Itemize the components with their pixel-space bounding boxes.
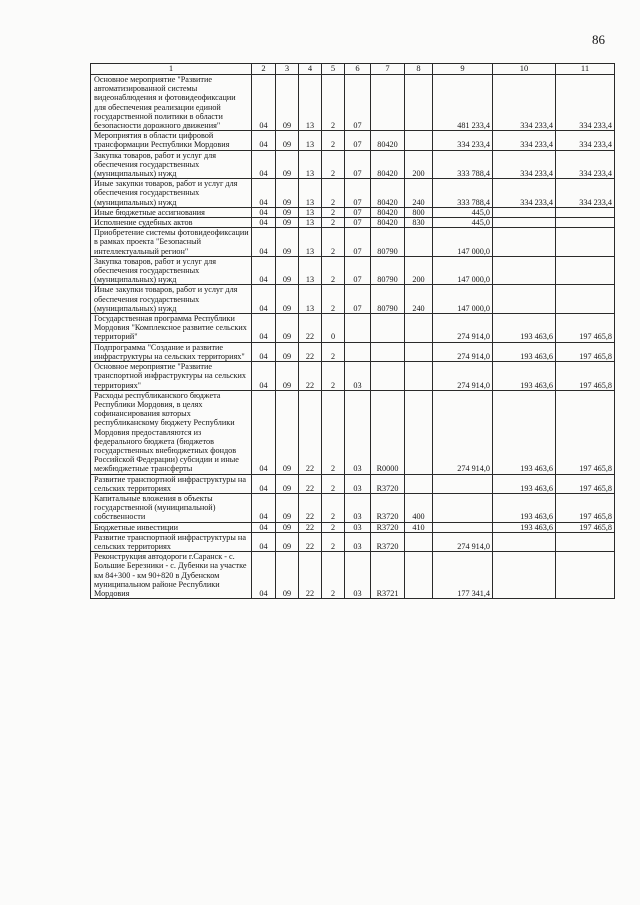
expense-code-cell: 80790 bbox=[371, 256, 405, 285]
amount-2023-cell bbox=[556, 218, 615, 228]
amount-2022-cell: 334 233,4 bbox=[493, 131, 556, 150]
section-code-cell: 04 bbox=[252, 285, 276, 314]
section-code-cell: 04 bbox=[252, 342, 276, 361]
type-code-cell bbox=[405, 342, 433, 361]
table-row bbox=[91, 552, 615, 599]
event-code-cell: 03 bbox=[345, 552, 371, 599]
event-code-cell: 07 bbox=[345, 75, 371, 131]
section-code-cell: 04 bbox=[252, 179, 276, 208]
amount-2022-cell: 193 463,6 bbox=[493, 474, 556, 493]
row-name-cell: Основное мероприятие "Развитие автоматизированной системы видеонаблюдения и фотовидеофиксации для обеспечения реализации единой государственной политики в области безопасности дорожного движения" bbox=[91, 75, 252, 131]
row-name-cell: Капитальные вложения в объекты государственной (муниципальной) собственности bbox=[91, 493, 252, 522]
table-row bbox=[91, 314, 615, 343]
table-header-row bbox=[91, 64, 615, 75]
event-code-cell: 07 bbox=[345, 150, 371, 179]
expense-code-cell bbox=[371, 362, 405, 391]
amount-2022-cell: 334 233,4 bbox=[493, 179, 556, 208]
event-code-cell bbox=[345, 342, 371, 361]
subprogram-code-cell: 2 bbox=[322, 342, 345, 361]
expense-code-cell: R3720 bbox=[371, 522, 405, 532]
program-code-cell: 13 bbox=[299, 218, 322, 228]
program-code-cell: 13 bbox=[299, 285, 322, 314]
amount-2023-cell: 197 465,8 bbox=[556, 362, 615, 391]
program-code-cell: 22 bbox=[299, 342, 322, 361]
subsection-code-cell: 09 bbox=[276, 390, 299, 474]
amount-2023-cell: 334 233,4 bbox=[556, 150, 615, 179]
amount-2022-cell: 193 463,6 bbox=[493, 522, 556, 532]
subprogram-code-cell: 2 bbox=[322, 131, 345, 150]
type-code-cell: 240 bbox=[405, 285, 433, 314]
amount-2021-cell: 177 341,4 bbox=[433, 552, 493, 599]
event-code-cell: 07 bbox=[345, 218, 371, 228]
amount-2021-cell: 445,0 bbox=[433, 207, 493, 217]
header-cell: 4 bbox=[299, 64, 322, 75]
program-code-cell: 22 bbox=[299, 552, 322, 599]
amount-2021-cell: 274 914,0 bbox=[433, 390, 493, 474]
type-code-cell: 240 bbox=[405, 179, 433, 208]
table-row bbox=[91, 522, 615, 532]
expense-code-cell: R3720 bbox=[371, 493, 405, 522]
row-name-cell: Исполнение судебных актов bbox=[91, 218, 252, 228]
event-code-cell: 03 bbox=[345, 362, 371, 391]
subprogram-code-cell: 2 bbox=[322, 207, 345, 217]
amount-2022-cell bbox=[493, 256, 556, 285]
table-row bbox=[91, 179, 615, 208]
page-number: 86 bbox=[592, 32, 605, 47]
event-code-cell: 07 bbox=[345, 285, 371, 314]
table-row bbox=[91, 493, 615, 522]
amount-2022-cell bbox=[493, 207, 556, 217]
expense-code-cell: 80420 bbox=[371, 150, 405, 179]
program-code-cell: 22 bbox=[299, 532, 322, 551]
subprogram-code-cell: 2 bbox=[322, 228, 345, 257]
amount-2023-cell bbox=[556, 207, 615, 217]
amount-2021-cell: 274 914,0 bbox=[433, 532, 493, 551]
program-code-cell: 13 bbox=[299, 228, 322, 257]
subsection-code-cell: 09 bbox=[276, 150, 299, 179]
subprogram-code-cell: 2 bbox=[322, 285, 345, 314]
section-code-cell: 04 bbox=[252, 228, 276, 257]
row-name-cell: Приобретение системы фотовидеофиксации в рамках проекта "Безопасный интеллектуальный регион" bbox=[91, 228, 252, 257]
subsection-code-cell: 09 bbox=[276, 362, 299, 391]
subprogram-code-cell: 2 bbox=[322, 150, 345, 179]
type-code-cell bbox=[405, 552, 433, 599]
row-name-cell: Государственная программа Республики Мордовия "Комплексное развитие сельских территорий" bbox=[91, 314, 252, 343]
amount-2023-cell: 197 465,8 bbox=[556, 474, 615, 493]
type-code-cell bbox=[405, 131, 433, 150]
table-row bbox=[91, 342, 615, 361]
row-name-cell: Бюджетные инвестиции bbox=[91, 522, 252, 532]
program-code-cell: 22 bbox=[299, 314, 322, 343]
event-code-cell: 03 bbox=[345, 474, 371, 493]
subsection-code-cell: 09 bbox=[276, 342, 299, 361]
header-cell: 5 bbox=[322, 64, 345, 75]
subprogram-code-cell: 2 bbox=[322, 256, 345, 285]
program-code-cell: 13 bbox=[299, 179, 322, 208]
table-row bbox=[91, 256, 615, 285]
header-cell: 11 bbox=[556, 64, 615, 75]
subsection-code-cell: 09 bbox=[276, 75, 299, 131]
program-code-cell: 13 bbox=[299, 150, 322, 179]
event-code-cell bbox=[345, 314, 371, 343]
subsection-code-cell: 09 bbox=[276, 532, 299, 551]
amount-2022-cell: 334 233,4 bbox=[493, 150, 556, 179]
amount-2022-cell: 193 463,6 bbox=[493, 342, 556, 361]
table-row bbox=[91, 362, 615, 391]
table-row bbox=[91, 390, 615, 474]
subprogram-code-cell: 2 bbox=[322, 362, 345, 391]
amount-2022-cell: 193 463,6 bbox=[493, 362, 556, 391]
subsection-code-cell: 09 bbox=[276, 522, 299, 532]
amount-2021-cell bbox=[433, 522, 493, 532]
table-row bbox=[91, 474, 615, 493]
subsection-code-cell: 09 bbox=[276, 228, 299, 257]
subprogram-code-cell: 2 bbox=[322, 218, 345, 228]
header-cell: 8 bbox=[405, 64, 433, 75]
type-code-cell: 800 bbox=[405, 207, 433, 217]
subprogram-code-cell: 2 bbox=[322, 390, 345, 474]
amount-2021-cell bbox=[433, 493, 493, 522]
event-code-cell: 07 bbox=[345, 131, 371, 150]
row-name-cell: Закупка товаров, работ и услуг для обеспечения государственных (муниципальных) нужд bbox=[91, 150, 252, 179]
program-code-cell: 13 bbox=[299, 75, 322, 131]
amount-2021-cell: 147 000,0 bbox=[433, 285, 493, 314]
amount-2023-cell bbox=[556, 532, 615, 551]
section-code-cell: 04 bbox=[252, 150, 276, 179]
expense-code-cell: 80790 bbox=[371, 228, 405, 257]
amount-2021-cell: 274 914,0 bbox=[433, 362, 493, 391]
subsection-code-cell: 09 bbox=[276, 285, 299, 314]
expense-code-cell bbox=[371, 75, 405, 131]
type-code-cell: 830 bbox=[405, 218, 433, 228]
subprogram-code-cell: 2 bbox=[322, 552, 345, 599]
section-code-cell: 04 bbox=[252, 207, 276, 217]
budget-table bbox=[90, 63, 615, 599]
subsection-code-cell: 09 bbox=[276, 493, 299, 522]
program-code-cell: 22 bbox=[299, 362, 322, 391]
row-name-cell: Подпрограмма "Создание и развитие инфраструктуры на сельских территориях" bbox=[91, 342, 252, 361]
type-code-cell: 410 bbox=[405, 522, 433, 532]
amount-2021-cell: 333 788,4 bbox=[433, 150, 493, 179]
table-row bbox=[91, 532, 615, 551]
section-code-cell: 04 bbox=[252, 532, 276, 551]
row-name-cell: Мероприятия в области цифровой трансформации Республики Мордовия bbox=[91, 131, 252, 150]
amount-2023-cell: 197 465,8 bbox=[556, 390, 615, 474]
subsection-code-cell: 09 bbox=[276, 474, 299, 493]
row-name-cell: Основное мероприятие "Развитие транспортной инфраструктуры на сельских территориях" bbox=[91, 362, 252, 391]
table-row bbox=[91, 75, 615, 131]
amount-2022-cell bbox=[493, 552, 556, 599]
header-cell: 1 bbox=[91, 64, 252, 75]
type-code-cell bbox=[405, 314, 433, 343]
event-code-cell: 07 bbox=[345, 228, 371, 257]
program-code-cell: 13 bbox=[299, 256, 322, 285]
expense-code-cell bbox=[371, 314, 405, 343]
amount-2023-cell: 334 233,4 bbox=[556, 179, 615, 208]
event-code-cell: 03 bbox=[345, 532, 371, 551]
row-name-cell: Расходы республиканского бюджета Республики Мордовия, в целях софинансирования которых республиканскому бюджету Республики Мордовия предоставляются из федерального бюджета (бюджетов государственных внебюджетных фондов Российской Федерации) субсидии и иные межбюджетные трансферты bbox=[91, 390, 252, 474]
table-row bbox=[91, 131, 615, 150]
subsection-code-cell: 09 bbox=[276, 218, 299, 228]
program-code-cell: 22 bbox=[299, 522, 322, 532]
header-cell: 10 bbox=[493, 64, 556, 75]
type-code-cell: 200 bbox=[405, 256, 433, 285]
subprogram-code-cell: 2 bbox=[322, 75, 345, 131]
type-code-cell: 200 bbox=[405, 150, 433, 179]
row-name-cell: Развитие транспортной инфраструктуры на сельских территориях bbox=[91, 532, 252, 551]
amount-2021-cell: 333 788,4 bbox=[433, 179, 493, 208]
program-code-cell: 13 bbox=[299, 131, 322, 150]
expense-code-cell: R3720 bbox=[371, 474, 405, 493]
section-code-cell: 04 bbox=[252, 362, 276, 391]
event-code-cell: 07 bbox=[345, 207, 371, 217]
section-code-cell: 04 bbox=[252, 314, 276, 343]
expense-code-cell bbox=[371, 342, 405, 361]
expense-code-cell: R3721 bbox=[371, 552, 405, 599]
expense-code-cell: 80790 bbox=[371, 285, 405, 314]
expense-code-cell: R3720 bbox=[371, 532, 405, 551]
event-code-cell: 03 bbox=[345, 522, 371, 532]
amount-2022-cell bbox=[493, 532, 556, 551]
section-code-cell: 04 bbox=[252, 218, 276, 228]
expense-code-cell: 80420 bbox=[371, 207, 405, 217]
amount-2022-cell bbox=[493, 218, 556, 228]
section-code-cell: 04 bbox=[252, 522, 276, 532]
type-code-cell bbox=[405, 228, 433, 257]
type-code-cell bbox=[405, 532, 433, 551]
amount-2023-cell bbox=[556, 228, 615, 257]
table-row bbox=[91, 218, 615, 228]
section-code-cell: 04 bbox=[252, 552, 276, 599]
subprogram-code-cell: 2 bbox=[322, 532, 345, 551]
amount-2021-cell: 274 914,0 bbox=[433, 342, 493, 361]
subprogram-code-cell: 2 bbox=[322, 493, 345, 522]
amount-2022-cell: 193 463,6 bbox=[493, 314, 556, 343]
event-code-cell: 07 bbox=[345, 256, 371, 285]
subprogram-code-cell: 0 bbox=[322, 314, 345, 343]
event-code-cell: 03 bbox=[345, 493, 371, 522]
row-name-cell: Закупка товаров, работ и услуг для обеспечения государственных (муниципальных) нужд bbox=[91, 256, 252, 285]
expense-code-cell: 80420 bbox=[371, 218, 405, 228]
row-name-cell: Иные закупки товаров, работ и услуг для обеспечения государственных (муниципальных) нужд bbox=[91, 179, 252, 208]
subsection-code-cell: 09 bbox=[276, 131, 299, 150]
subsection-code-cell: 09 bbox=[276, 314, 299, 343]
subprogram-code-cell: 2 bbox=[322, 474, 345, 493]
amount-2021-cell: 445,0 bbox=[433, 218, 493, 228]
subprogram-code-cell: 2 bbox=[322, 179, 345, 208]
table-row bbox=[91, 150, 615, 179]
amount-2023-cell: 197 465,8 bbox=[556, 342, 615, 361]
amount-2022-cell: 193 463,6 bbox=[493, 493, 556, 522]
amount-2023-cell: 197 465,8 bbox=[556, 314, 615, 343]
amount-2021-cell: 481 233,4 bbox=[433, 75, 493, 131]
header-cell: 6 bbox=[345, 64, 371, 75]
subprogram-code-cell: 2 bbox=[322, 522, 345, 532]
amount-2023-cell: 334 233,4 bbox=[556, 131, 615, 150]
table-row bbox=[91, 285, 615, 314]
row-name-cell: Развитие транспортной инфраструктуры на сельских территориях bbox=[91, 474, 252, 493]
subsection-code-cell: 09 bbox=[276, 207, 299, 217]
program-code-cell: 22 bbox=[299, 390, 322, 474]
section-code-cell: 04 bbox=[252, 474, 276, 493]
header-cell: 9 bbox=[433, 64, 493, 75]
type-code-cell bbox=[405, 474, 433, 493]
amount-2023-cell: 334 233,4 bbox=[556, 75, 615, 131]
section-code-cell: 04 bbox=[252, 131, 276, 150]
amount-2023-cell: 197 465,8 bbox=[556, 493, 615, 522]
amount-2021-cell: 147 000,0 bbox=[433, 256, 493, 285]
header-cell: 3 bbox=[276, 64, 299, 75]
table-row bbox=[91, 207, 615, 217]
program-code-cell: 13 bbox=[299, 207, 322, 217]
section-code-cell: 04 bbox=[252, 75, 276, 131]
amount-2023-cell bbox=[556, 285, 615, 314]
amount-2021-cell: 274 914,0 bbox=[433, 314, 493, 343]
amount-2022-cell: 334 233,4 bbox=[493, 75, 556, 131]
amount-2022-cell bbox=[493, 285, 556, 314]
amount-2023-cell: 197 465,8 bbox=[556, 522, 615, 532]
type-code-cell bbox=[405, 362, 433, 391]
expense-code-cell: 80420 bbox=[371, 179, 405, 208]
amount-2022-cell: 193 463,6 bbox=[493, 390, 556, 474]
table-row bbox=[91, 228, 615, 257]
amount-2023-cell bbox=[556, 256, 615, 285]
event-code-cell: 07 bbox=[345, 179, 371, 208]
header-cell: 7 bbox=[371, 64, 405, 75]
type-code-cell bbox=[405, 390, 433, 474]
amount-2023-cell bbox=[556, 552, 615, 599]
amount-2021-cell: 334 233,4 bbox=[433, 131, 493, 150]
section-code-cell: 04 bbox=[252, 493, 276, 522]
row-name-cell: Иные закупки товаров, работ и услуг для обеспечения государственных (муниципальных) нужд bbox=[91, 285, 252, 314]
expense-code-cell: 80420 bbox=[371, 131, 405, 150]
amount-2021-cell bbox=[433, 474, 493, 493]
type-code-cell bbox=[405, 75, 433, 131]
row-name-cell: Реконструкция автодороги г.Саранск - с. Большие Березники - с. Дубенки на участке км 84+300 - км 90+820 в Дубенском муниципальном районе Республики Мордовия bbox=[91, 552, 252, 599]
row-name-cell: Иные бюджетные ассигнования bbox=[91, 207, 252, 217]
event-code-cell: 03 bbox=[345, 390, 371, 474]
program-code-cell: 22 bbox=[299, 474, 322, 493]
amount-2022-cell bbox=[493, 228, 556, 257]
expense-code-cell: R0000 bbox=[371, 390, 405, 474]
subsection-code-cell: 09 bbox=[276, 179, 299, 208]
section-code-cell: 04 bbox=[252, 390, 276, 474]
type-code-cell: 400 bbox=[405, 493, 433, 522]
section-code-cell: 04 bbox=[252, 256, 276, 285]
header-cell: 2 bbox=[252, 64, 276, 75]
subsection-code-cell: 09 bbox=[276, 256, 299, 285]
subsection-code-cell: 09 bbox=[276, 552, 299, 599]
program-code-cell: 22 bbox=[299, 493, 322, 522]
amount-2021-cell: 147 000,0 bbox=[433, 228, 493, 257]
